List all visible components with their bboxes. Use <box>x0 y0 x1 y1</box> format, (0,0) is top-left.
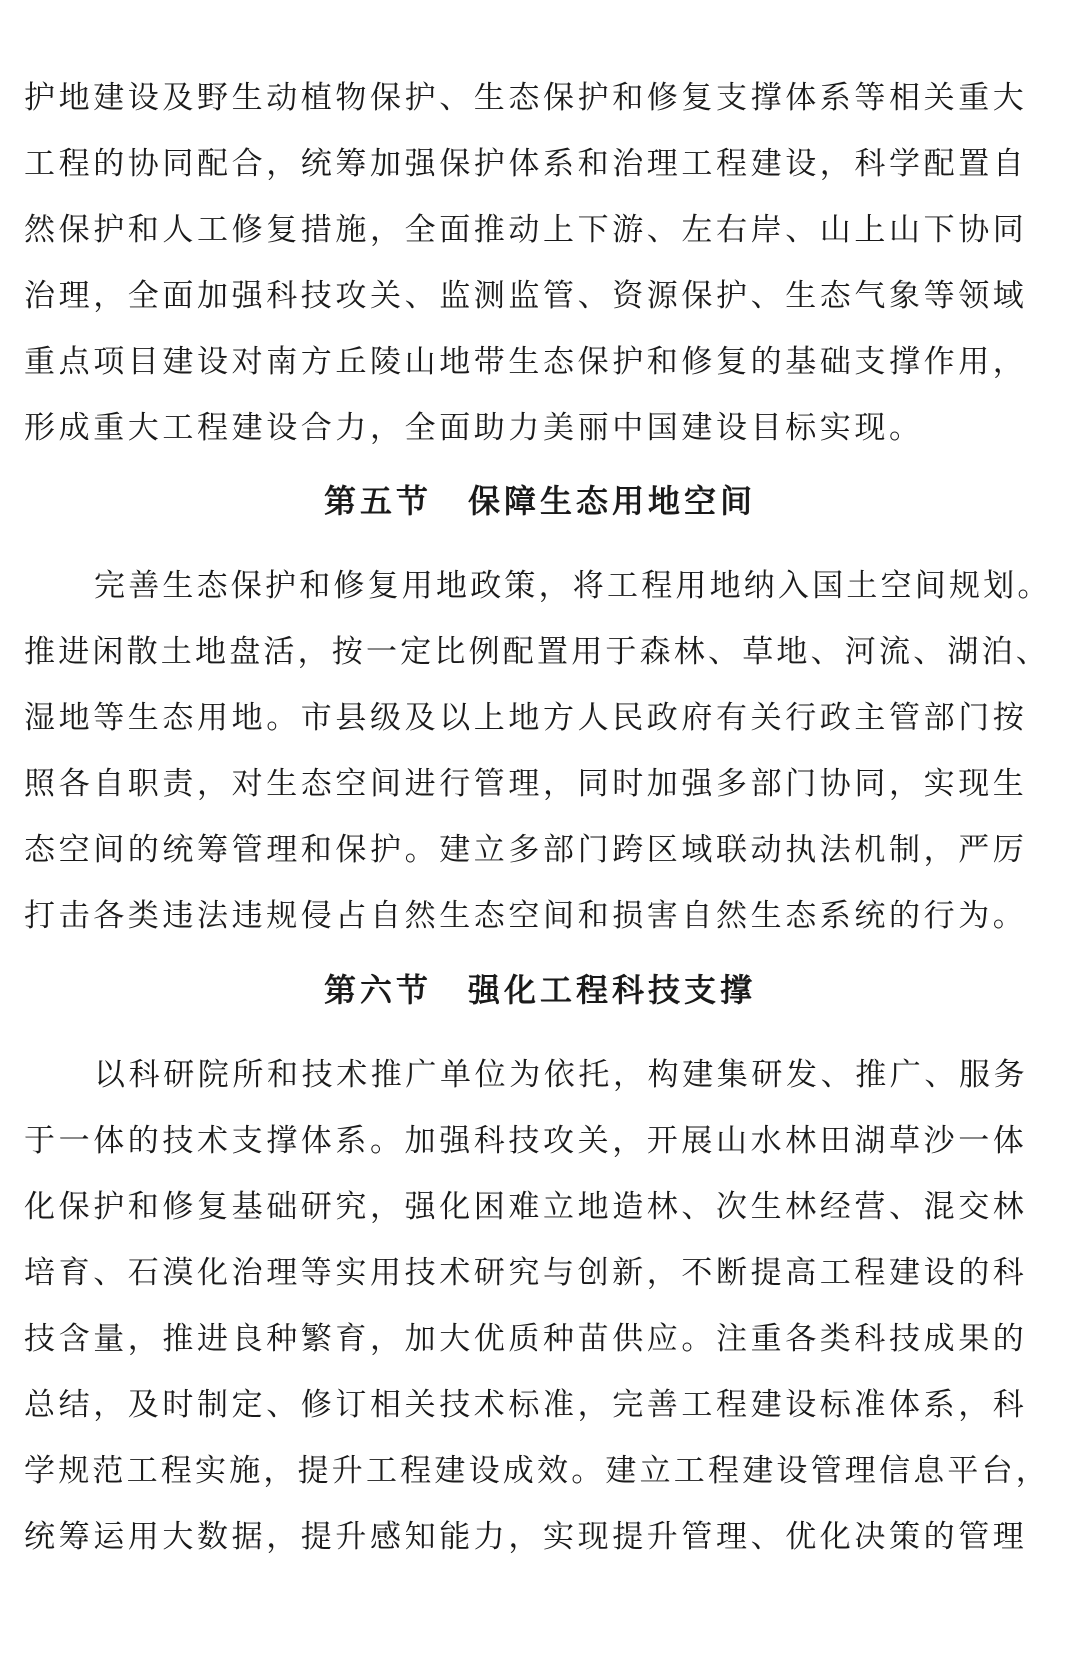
paragraph-line: 学规范工程实施，提升工程建设成效。建立工程建设管理信息平台， <box>24 1453 1050 1489</box>
paragraph-line: 培育、石漠化治理等实用技术研究与创新，不断提高工程建设的科 <box>24 1255 1028 1291</box>
paragraph-line: 治理，全面加强科技攻关、监测监管、资源保护、生态气象等领域 <box>24 278 1028 314</box>
paragraph-line: 化保护和修复基础研究，强化困难立地造林、次生林经营、混交林 <box>24 1189 1028 1225</box>
paragraph-line: 打击各类违法违规侵占自然生态空间和损害自然生态系统的行为。 <box>24 898 1028 934</box>
paragraph-line: 湿地等生态用地。市县级及以上地方人民政府有关行政主管部门按 <box>24 700 1028 736</box>
paragraph-line: 工程的协同配合，统筹加强保护体系和治理工程建设，科学配置自 <box>24 146 1028 182</box>
section-heading-5: 第五节 保障生态用地空间 <box>323 482 756 520</box>
section-heading-6: 第六节 强化工程科技支撑 <box>323 971 756 1009</box>
paragraph-line: 然保护和人工修复措施，全面推动上下游、左右岸、山上山下协同 <box>24 212 1028 248</box>
paragraph-line: 于一体的技术支撑体系。加强科技攻关，开展山水林田湖草沙一体 <box>24 1123 1028 1159</box>
paragraph-line: 护地建设及野生动植物保护、生态保护和修复支撑体系等相关重大 <box>24 80 1028 116</box>
paragraph-line: 完善生态保护和修复用地政策，将工程用地纳入国土空间规划。 <box>94 568 1052 604</box>
paragraph-line: 形成重大工程建设合力，全面助力美丽中国建设目标实现。 <box>24 410 924 446</box>
paragraph-line: 照各自职责，对生态空间进行管理，同时加强多部门协同，实现生 <box>24 766 1028 802</box>
paragraph-line: 推进闲散土地盘活，按一定比例配置用于森林、草地、河流、湖泊、 <box>24 634 1050 670</box>
paragraph-line: 统筹运用大数据，提升感知能力，实现提升管理、优化决策的管理 <box>24 1519 1028 1555</box>
paragraph-line: 总结，及时制定、修订相关技术标准，完善工程建设标准体系，科 <box>24 1387 1028 1423</box>
paragraph-line: 以科研院所和技术推广单位为依托，构建集研发、推广、服务 <box>94 1057 1029 1093</box>
paragraph-line: 重点项目建设对南方丘陵山地带生态保护和修复的基础支撑作用， <box>24 344 1028 380</box>
paragraph-line: 技含量，推进良种繁育，加大优质种苗供应。注重各类科技成果的 <box>24 1321 1028 1357</box>
paragraph-line: 态空间的统筹管理和保护。建立多部门跨区域联动执法机制，严厉 <box>24 832 1028 868</box>
